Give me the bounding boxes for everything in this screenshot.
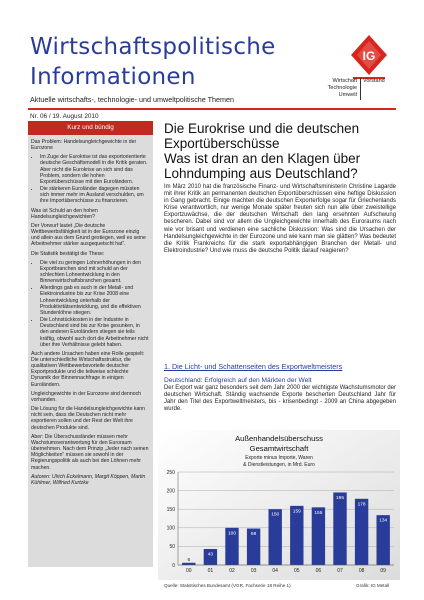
list-item: • Allerdings gab es auch in der Metall- und Elektroindustrie bis zur Krise 2008 eine Lohnentwicklung unterhalb der Produktivitätsentwicklung, und die effektiven Stundenlöhne stiegen. xyxy=(40,285,149,316)
article-subtitle-line: Lohndumping aus Deutschland? xyxy=(164,166,358,181)
chart-data-label: 159 xyxy=(292,509,301,515)
summary-paragraph: Ungleichgewichte in der Eurozone sind dennoch vorhanden. xyxy=(31,390,142,403)
chart-data-label: 155 xyxy=(314,510,323,516)
list-item: • Die stärkeren Euroländer dagegen müssten sich immer mehr im Ausland verschulden, um ihre Importüberschüsse zu finanzieren. xyxy=(40,186,149,204)
chart-data-label: 100 xyxy=(227,531,237,537)
chart-bar xyxy=(355,499,368,565)
summary-intro-list xyxy=(31,154,149,204)
summary-paragraph: Auch andere Ursachen haben eine Rolle gespielt: Die unterschiedliche Wirtschaftsstruktur, die qualitativen Wettbewerbsvorteile deutscher Exportprodukte und die teilweise schlechte Dynamik der Binnennachfrage in einigen Euroländern. xyxy=(31,350,145,388)
summary-stat-list xyxy=(31,260,149,348)
chart-data-label: 98 xyxy=(250,532,257,538)
issue-number: Nr. 06 / 19. August 2010 xyxy=(30,113,99,120)
chart-y-tick-label: 0 xyxy=(172,562,175,569)
brand-departments xyxy=(319,78,357,98)
chart-bar xyxy=(182,563,195,565)
header-rule xyxy=(28,108,396,110)
list-item: • Die viel zu geringen Lohnerhöhungen in den Exportbranchen sind mit schuld an der schlechten Lohnentwicklung in den Binnenwirtschaftsbranchen gesamt. xyxy=(40,260,149,285)
summary-text xyxy=(31,139,149,489)
chart-bar xyxy=(290,506,303,565)
brand-line: Umwelt xyxy=(338,91,357,98)
summary-heading: Kurz und bündig xyxy=(28,121,153,135)
chart-x-tick-label: 04 xyxy=(272,568,278,574)
chart-subtitle-line1: Exporte minus Importe, Waren xyxy=(245,455,313,461)
chart-bar xyxy=(312,507,325,565)
chart-x-tick-label: 02 xyxy=(229,568,235,574)
article-title-line: Die Eurokrise und die deutschen xyxy=(164,121,360,136)
list-item: • Im Zuge der Eurokrise ist das exportorientierte deutsche Geschäftsmodell in die Kritik geraten. Aber nicht die Eurokrise an sich sind das Problem, sondern die hohen Exportüberschüsse mit den Euroländern. xyxy=(40,154,149,185)
logo-text: IG xyxy=(362,49,376,63)
section-body: Der Export war ganz besonders seit dem Jahr 2000 der wichtigste Wachstumsmotor der deutschen Wirtschaft. Ständig wachsende Exporte bescherten Deutschland Jahr für Jahr den Titel des Exportweltmeisters, bis - krisenbedingt - 2009 an China abgegeben wurde. xyxy=(164,385,396,413)
summary-stat-heading: Die Statistik bestätigt die These: xyxy=(31,250,105,257)
chart-x-tick-label: 08 xyxy=(358,568,365,574)
summary-question-heading: Was ist Schuld an den hohen Handelsungleichgewichten? xyxy=(31,207,98,220)
page-subtitle: Aktuelle wirtschafts-, technologie- und umweltpolitische Themen xyxy=(30,95,235,104)
chart-y-tick-label: 100 xyxy=(166,525,175,532)
chart-data-label: 150 xyxy=(271,512,280,518)
trade-surplus-chart xyxy=(158,430,400,580)
chart-title-line2: Gesamtwirtschaft xyxy=(249,444,309,453)
summary-authors: Autoren: Ulrich Eckelmann, Margit Köppen, Martin Kühlmer, Wilfried Kurtzke xyxy=(31,473,146,486)
chart-subtitle-line2: & Dienstleistungen, in Mrd. Euro xyxy=(243,462,315,468)
article-subtitle-line: Was ist dran an den Klagen über xyxy=(164,151,361,166)
brand-vorstand: Vorstand xyxy=(363,78,385,84)
brand-line: Wirtschaft xyxy=(332,78,357,84)
article-title-line: Exportüberschüsse xyxy=(164,136,280,151)
chart-data-label: 43 xyxy=(207,552,214,558)
chart-x-tick-label: 00 xyxy=(186,568,192,574)
page-title: Wirtschaftspolitische xyxy=(30,34,276,60)
brand-line: Technologie xyxy=(327,84,357,91)
chart-x-tick-label: 05 xyxy=(294,568,300,574)
chart-x-tick-label: 07 xyxy=(337,568,343,574)
chart-x-tick-label: 09 xyxy=(380,568,386,574)
chart-x-tick-label: 06 xyxy=(315,568,322,574)
chart-bar xyxy=(333,492,346,565)
chart-y-tick-label: 250 xyxy=(166,469,175,476)
chart-title-line1: Außenhandelsüberschuss xyxy=(235,434,323,443)
summary-question-text: Der Vorwurf lautet „Die deutsche Wettbewerbsfähigkeit ist in der Eurozone einzig und allein aus dem Grund gestiegen, weil es seine Arbeitnehmer stärker ausgequetscht hat“. xyxy=(31,222,146,248)
chart-y-tick-label: 150 xyxy=(166,507,175,513)
summary-intro-heading: Das Problem: Handelsungleichgewichte in der Eurozone xyxy=(31,139,137,152)
page-title-line2: Informationen xyxy=(30,64,196,90)
summary-paragraph: Aber: Die Überschussländer müssen mehr Wachstumsverantwortung für den Euroraum übernehmen. Nach dem Prinzip „Jeder nach seinen Möglichkeiten“ müssen sie sowohl in der Regierungspolitik als auch bei den Löhnen mehr machen. xyxy=(31,433,149,471)
chart-x-tick-label: 03 xyxy=(250,568,257,574)
chart-y-tick-label: 50 xyxy=(169,544,175,551)
brand-divider xyxy=(360,78,361,100)
chart-data-label: 178 xyxy=(357,502,366,508)
chart-x-tick-label: 01 xyxy=(207,568,214,574)
chart-data-label: 6 xyxy=(187,557,191,563)
summary-paragraph: Die Lösung für die Handelsungleichgewichte kann nicht sein, dass die Deutschen nicht mehr exportieren sollen und der Rest der Welt ihre deutschen Produkte sind. xyxy=(31,406,146,431)
chart-y-tick-label: 200 xyxy=(166,488,175,495)
chart-data-label: 195 xyxy=(335,495,345,501)
section-heading: 1. Die Licht- und Schattenseiten des Exportweltmeisters xyxy=(164,362,343,371)
article-intro: Im März 2010 hat die französische Finanz- und Wirtschaftsministerin Christine Lagarde mit ihrer Kritik an permanenten deutschen Exportüberschüssen eine heftige Diskussion in Gang gebracht. Einige machten die deutschen Exporterfolge sogar für Griechenlands Krise verantwortlich, nur wenige Monate später freuten sich nun alle über zweistellige Exportzuwächse, die der deutschen Wirtschaft den lang ersehnten Aufschwung bescheren. Dabei sind vor allem die Ungleichgewichte innerhalb des Euroraums nach wie vor brisant und verdienen eine sachliche Diskussion: Was sind die Ursachen der Handelsungleichgewichte in der Eurozone und wie kann man sie glätten? Was bedeutet die Kritik Frankreichs für die stark exportabhängigen Branchen der Metall- und Elektroindustrie? Und wie muss die deutsche Politik darauf reagieren? xyxy=(164,184,396,254)
article-title xyxy=(164,121,398,181)
chart-source: Quelle: Statistisches Bundesamt (VGR, Fachserie 18 Reihe 1) xyxy=(164,583,291,588)
chart-data-label: 134 xyxy=(379,518,388,524)
list-item: • Die Lohnstückkosten in der Industrie in Deutschland sind bis zur Krise gesunken, in den anderen Euroländern stiegen sie teils kräftig, obwohl auch dort die Arbeitnehmer nicht über ihre Verhältnisse gelebt haben. xyxy=(40,317,149,348)
chart-credit: Grafik: IG Metall xyxy=(356,583,390,588)
section-subheading: Deutschland: Erfolgreich auf den Märkten der Welt xyxy=(164,377,312,384)
